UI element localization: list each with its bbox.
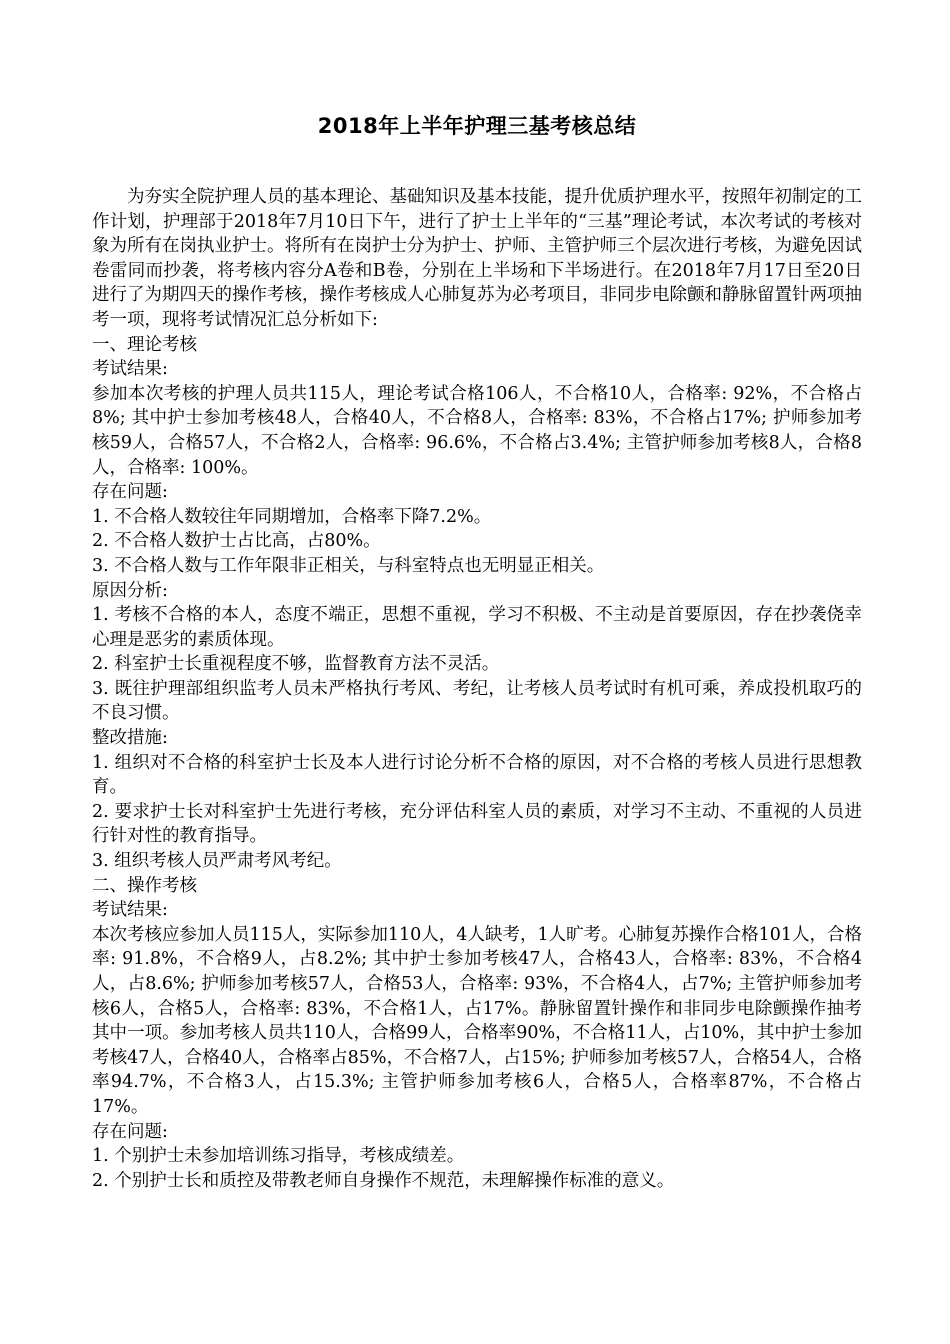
problems-label: 存在问题: <box>92 1121 168 1142</box>
document-body <box>92 185 862 1193</box>
list-item: 1. 不合格人数较往年同期增加，合格率下降7.2%。 <box>92 506 492 527</box>
results-label: 考试结果: <box>92 900 168 921</box>
section-heading-theory: 一、理论考核 <box>92 334 197 355</box>
list-item: 2. 个别护士长和质控及带教老师自身操作不规范，未理解操作标准的意义。 <box>92 1170 675 1191</box>
list-item: 2. 不合格人数护士占比高，占80%。 <box>92 531 381 552</box>
list-item: 1. 组织对不合格的科室护士长及本人进行讨论分析不合格的原因，对不合格的考核人员进行思想教育。 <box>92 752 862 798</box>
list-item: 1. 个别护士未参加培训练习指导，考核成绩差。 <box>92 1146 465 1167</box>
list-item: 2. 科室护士长重视程度不够，监督教育方法不灵活。 <box>92 654 500 675</box>
document-title: 2018年上半年护理三基考核总结 <box>317 114 637 138</box>
measures-label: 整改措施: <box>92 728 168 749</box>
list-item: 3. 不合格人数与工作年限非正相关，与科室特点也无明显正相关。 <box>92 555 605 576</box>
list-item: 2. 要求护士长对科室护士先进行考核，充分评估科室人员的素质，对学习不主动、不重视的人员进行针对性的教育指导。 <box>92 801 862 847</box>
intro-paragraph: 为夯实全院护理人员的基本理论、基础知识及基本技能，提升优质护理水平，按照年初制定的工作计划，护理部于2018年7月10日下午，进行了护士上半年的“三基”理论考试，本次考试的考核对象为所有在岗执业护士。将所有在岗护士分为护士、护师、主管护师三个层次进行考核，为避免因试卷雷同而抄袭，将考核内容分A卷和B卷，分别在上半场和下半场进行。在2018年7月17日至20日进行了为期四天的操作考核，操作考核成人心肺复苏为必考项目，非同步电除颤和静脉留置针两项抽考一项，现将考试情况汇总分析如下: <box>92 187 862 330</box>
results-text: 参加本次考核的护理人员共115人，理论考试合格106人，不合格10人，合格率: 92%，不合格占8%; 其中护士参加考核48人，合格40人，不合格8人，合格率: 83%，不合格占17%; 护师参加考核59人，合格57人，不合格2人，合格率: 96.6%，不合格占3.4%; 主管护师参加考核8人，合格8人，合格率: 100%。 <box>92 383 862 478</box>
section-heading-operation: 二、操作考核 <box>92 875 197 896</box>
list-item: 3. 组织考核人员严肃考风考纪。 <box>92 851 342 872</box>
list-item: 1. 考核不合格的本人，态度不端正，思想不重视，学习不积极、不主动是首要原因，存在抄袭侥幸心理是恶劣的素质体现。 <box>92 605 862 650</box>
causes-label: 原因分析: <box>92 580 168 601</box>
document-page <box>92 0 862 1193</box>
problems-label: 存在问题: <box>92 482 168 503</box>
results-text: 本次考核应参加人员115人，实际参加110人，4人缺考，1人旷考。心肺复苏操作合格101人，合格率: 91.8%，不合格9人，占8.2%; 其中护士参加考核47人，合格43人，合格率: 83%，不合格4人，占8.6%; 护师参加考核57人，合格53人，合格率: 93%，不合格4人，占7%; 主管护师参加考核6人，合格5人，合格率: 83%，不合格1人，占17%。静脉留置针操作和非同步电除颤操作抽考其中一项。参加考核人员共110人，合格99人，合格率90%，不合格11人，占10%，其中护士参加考核47人，合格40人，合格率占85%，不合格7人，占15%; 护师参加考核57人，合格54人，合格率94.7%，不合格3人，占15.3%; 主管护师参加考核6人，合格5人，合格率87%，不合格占17%。 <box>92 924 862 1117</box>
results-label: 考试结果: <box>92 359 168 380</box>
list-item: 3. 既往护理部组织监考人员未严格执行考风、考纪，让考核人员考试时有机可乘，养成投机取巧的不良习惯。 <box>92 678 862 724</box>
